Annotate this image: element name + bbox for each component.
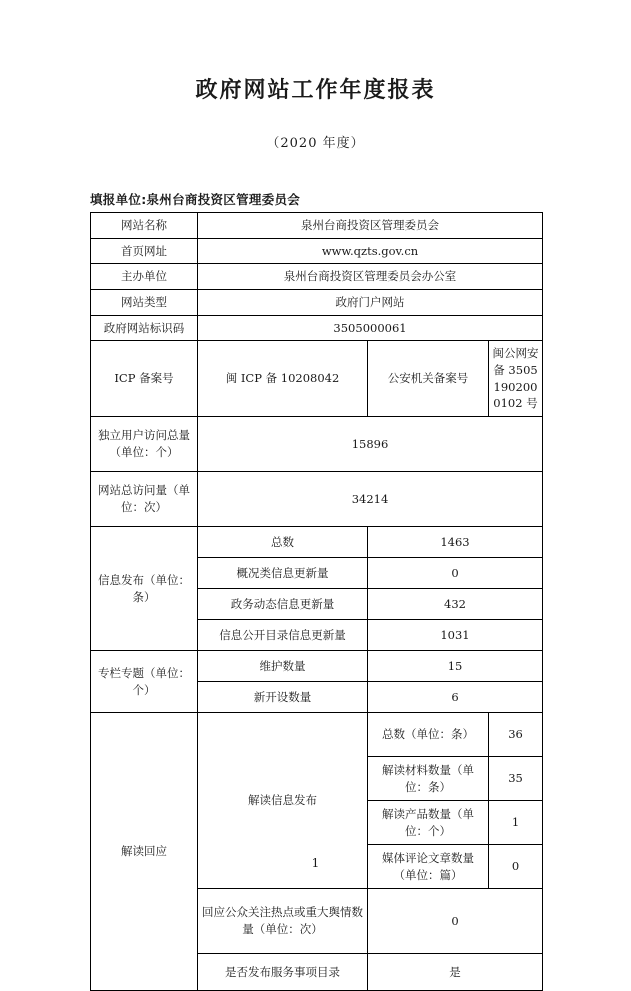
row-value-interpretation-publish-1: 35 — [489, 757, 543, 801]
row-label-info-publish-2: 政务动态信息更新量 — [198, 589, 368, 620]
row-label-service-catalog: 是否发布服务事项目录 — [198, 954, 368, 991]
row-label-info-publish: 信息发布（单位：条） — [91, 527, 198, 651]
row-label-total-visits: 网站总访问量（单位：次） — [91, 472, 198, 527]
page-number: 1 — [311, 856, 320, 870]
table-row-interpretation-total — [91, 713, 543, 757]
row-value-icp: 闽 ICP 备 10208042 — [198, 341, 368, 417]
row-label-special-columns: 专栏专题（单位：个） — [91, 651, 198, 713]
row-label-host-unit: 主办单位 — [91, 264, 198, 290]
row-label-website-id-code: 政府网站标识码 — [91, 315, 198, 341]
row-label-police-record: 公安机关备案号 — [368, 341, 489, 417]
row-value-special-columns-1: 6 — [368, 682, 543, 713]
row-value-info-publish-2: 432 — [368, 589, 543, 620]
page-title: 政府网站工作年度报表 — [195, 78, 436, 103]
row-value-unique-visitors: 15896 — [198, 417, 543, 472]
table-row-homepage-url — [91, 238, 543, 264]
row-value-total-visits: 34214 — [198, 472, 543, 527]
page-subtitle: （2020 年度） — [266, 136, 365, 152]
row-label-interpretation-publish-3: 媒体评论文章数量（单位：篇） — [368, 845, 489, 889]
table-row-special-columns-maintained — [91, 651, 543, 682]
table-row-icp — [91, 341, 543, 417]
row-value-info-publish-0: 1463 — [368, 527, 543, 558]
row-label-unique-visitors: 独立用户访问总量（单位：个） — [91, 417, 198, 472]
table-row-website-name — [91, 213, 543, 239]
annual-report-table — [90, 212, 543, 991]
row-label-special-columns-0: 维护数量 — [198, 651, 368, 682]
row-value-website-id-code: 3505000061 — [198, 315, 543, 341]
row-label-info-publish-3: 信息公开目录信息更新量 — [198, 620, 368, 651]
row-label-interpretation-publish-0: 总数（单位：条） — [368, 713, 489, 757]
row-label-hotspot-response: 回应公众关注热点或重大舆情数量（单位：次） — [198, 889, 368, 954]
table-row-website-id-code — [91, 315, 543, 341]
row-value-host-unit: 泉州台商投资区管理委员会办公室 — [198, 264, 543, 290]
row-value-website-name: 泉州台商投资区管理委员会 — [198, 213, 543, 239]
row-label-info-publish-1: 概况类信息更新量 — [198, 558, 368, 589]
table-row-website-type — [91, 290, 543, 316]
filler-unit-label: 填报单位:泉州台商投资区管理委员会 — [90, 192, 301, 207]
row-value-hotspot-response: 0 — [368, 889, 543, 954]
table-row-host-unit — [91, 264, 543, 290]
row-label-website-type: 网站类型 — [91, 290, 198, 316]
row-label-special-columns-1: 新开设数量 — [198, 682, 368, 713]
table-row-info-publish-total — [91, 527, 543, 558]
row-value-website-type: 政府门户网站 — [198, 290, 543, 316]
row-value-info-publish-3: 1031 — [368, 620, 543, 651]
row-value-interpretation-publish-2: 1 — [489, 801, 543, 845]
row-label-icp: ICP 备案号 — [91, 341, 198, 417]
row-value-special-columns-0: 15 — [368, 651, 543, 682]
row-label-interpretation-publish: 解读信息发布 — [198, 713, 368, 889]
row-label-info-publish-0: 总数 — [198, 527, 368, 558]
row-value-interpretation-publish-3: 0 — [489, 845, 543, 889]
row-label-interpretation-publish-2: 解读产品数量（单位：个） — [368, 801, 489, 845]
row-label-interpretation-publish-1: 解读材料数量（单位：条） — [368, 757, 489, 801]
row-value-homepage-url: www.qzts.gov.cn — [198, 238, 543, 264]
table-row-total-visits — [91, 472, 543, 527]
row-label-website-name: 网站名称 — [91, 213, 198, 239]
table-row-unique-visitors — [91, 417, 543, 472]
row-value-service-catalog: 是 — [368, 954, 543, 991]
row-label-interpretation-response: 解读回应 — [91, 713, 198, 991]
row-value-info-publish-1: 0 — [368, 558, 543, 589]
row-label-homepage-url: 首页网址 — [91, 238, 198, 264]
row-value-police-record: 闽公网安备 35051902000102 号 — [489, 341, 543, 417]
row-value-interpretation-publish-0: 36 — [489, 713, 543, 757]
